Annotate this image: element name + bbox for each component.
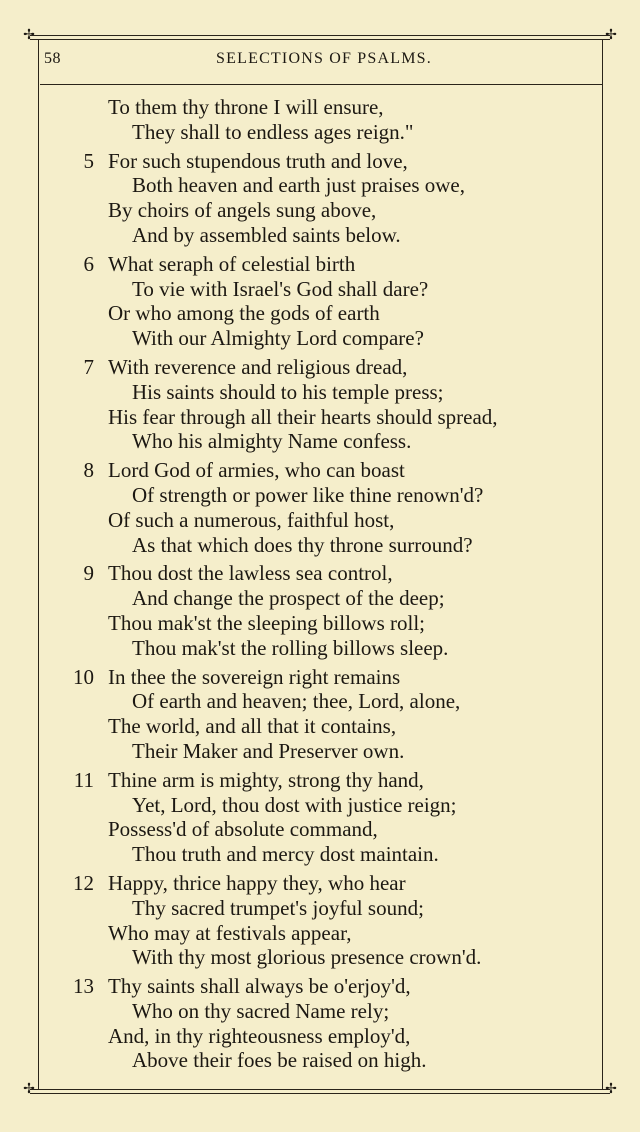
verse-line xyxy=(60,974,600,999)
stanza-number: 5 xyxy=(83,148,94,173)
stanza-number: 8 xyxy=(83,458,94,483)
verse-line xyxy=(60,586,600,611)
running-title: SELECTIONS OF PSALMS. xyxy=(216,50,432,67)
stanza-number: 13 xyxy=(73,974,94,999)
stanza xyxy=(60,561,600,660)
verse-line xyxy=(60,508,600,533)
verse-text: Thou mak'st the rolling billows sleep. xyxy=(132,635,449,660)
verse-text: And, in thy righteousness employ'd, xyxy=(108,1023,411,1048)
stanza-number: 11 xyxy=(73,767,94,792)
verse-text: His saints should to his temple press; xyxy=(132,379,444,404)
verse-text: Who may at festivals appear, xyxy=(108,920,352,945)
stanza-number: 9 xyxy=(83,561,94,586)
stanza xyxy=(60,355,600,454)
verse-text: Of earth and heaven; thee, Lord, alone, xyxy=(132,689,461,714)
verse-line xyxy=(60,611,600,636)
verse-line xyxy=(60,945,600,970)
verse-text: Who his almighty Name confess. xyxy=(132,429,412,454)
verse-line xyxy=(60,1024,600,1049)
verse-text: By choirs of angels sung above, xyxy=(108,198,377,223)
verse-text: What seraph of celestial birth xyxy=(108,251,356,276)
verse-text: Thou mak'st the sleeping billows roll; xyxy=(108,610,425,635)
verse-line xyxy=(60,458,600,483)
verse-line xyxy=(60,380,600,405)
bottom-border-rule xyxy=(30,1089,610,1094)
verse-text: For such stupendous truth and love, xyxy=(108,148,408,173)
verse-line xyxy=(60,223,600,248)
verse-line xyxy=(60,173,600,198)
verse-line xyxy=(60,817,600,842)
verse-text: Thine arm is mighty, strong thy hand, xyxy=(108,767,424,792)
verse-text: In thee the sovereign right remains xyxy=(108,664,401,689)
corner-ornament-icon: ✢ xyxy=(605,28,617,43)
verse-text: Above their foes be raised on high. xyxy=(132,1048,427,1073)
verse-line xyxy=(60,198,600,223)
verse-line xyxy=(60,896,600,921)
corner-ornament-icon: ✢ xyxy=(23,28,35,43)
verse-text: Thou truth and mercy dost maintain. xyxy=(132,842,439,867)
verse-line xyxy=(60,665,600,690)
stanza xyxy=(60,974,600,1073)
verse-text: Both heaven and earth just praises owe, xyxy=(132,173,465,198)
verse-line xyxy=(60,561,600,586)
verse-text: Who on thy sacred Name rely; xyxy=(132,998,390,1023)
verse-line xyxy=(60,483,600,508)
verse-text: Their Maker and Preserver own. xyxy=(132,738,405,763)
verse-text: With reverence and religious dread, xyxy=(108,354,408,379)
stanza xyxy=(60,871,600,970)
verse-line xyxy=(60,842,600,867)
stanza xyxy=(60,149,600,248)
verse-text: Yet, Lord, thou dost with justice reign; xyxy=(132,792,457,817)
verse-text: The world, and all that it contains, xyxy=(108,714,397,739)
verse-text: With our Almighty Lord compare? xyxy=(132,326,424,351)
verse-text: His fear through all their hearts should spread, xyxy=(108,404,498,429)
verse-text: To them thy throne I will ensure, xyxy=(108,95,384,119)
verse-line xyxy=(60,326,600,351)
verse-text: To vie with Israel's God shall dare? xyxy=(132,276,429,301)
verse-text: They shall to endless ages reign." xyxy=(132,119,414,144)
verse-line xyxy=(60,739,600,764)
psalm-text xyxy=(60,95,600,1077)
verse-text: And change the prospect of the deep; xyxy=(132,586,445,611)
verse-line xyxy=(60,793,600,818)
verse-line xyxy=(60,999,600,1024)
right-border-rule xyxy=(602,40,603,1090)
left-border-rule xyxy=(38,40,39,1090)
verse-text: Thou dost the lawless sea control, xyxy=(108,561,393,586)
verse-line xyxy=(60,405,600,430)
verse-line xyxy=(60,871,600,896)
stanza xyxy=(60,458,600,557)
verse-text: Of such a numerous, faithful host, xyxy=(108,507,395,532)
verse-text: Thy saints shall always be o'erjoy'd, xyxy=(108,974,411,999)
verse-line xyxy=(60,301,600,326)
verse-line xyxy=(60,533,600,558)
stanza xyxy=(60,768,600,867)
stanza-number: 12 xyxy=(73,870,94,895)
running-header xyxy=(44,50,604,74)
stanza xyxy=(60,95,600,145)
verse-line xyxy=(60,252,600,277)
stanza xyxy=(60,252,600,351)
verse-line xyxy=(60,714,600,739)
verse-line xyxy=(60,95,600,120)
verse-line xyxy=(60,689,600,714)
verse-line xyxy=(60,277,600,302)
verse-line xyxy=(60,429,600,454)
verse-text: Lord God of armies, who can boast xyxy=(108,458,405,483)
corner-ornament-icon: ✢ xyxy=(605,1082,617,1097)
verse-text: Of strength or power like thine renown'd? xyxy=(132,482,484,507)
top-border-rule xyxy=(30,35,610,40)
verse-line xyxy=(60,1048,600,1073)
stanza xyxy=(60,665,600,764)
verse-text: Happy, thrice happy they, who hear xyxy=(108,870,406,895)
header-underline-rule xyxy=(40,84,602,85)
verse-line xyxy=(60,636,600,661)
verse-text: Possess'd of absolute command, xyxy=(108,817,378,842)
verse-line xyxy=(60,120,600,145)
verse-line xyxy=(60,355,600,380)
verse-line xyxy=(60,768,600,793)
verse-text: Thy sacred trumpet's joyful sound; xyxy=(132,895,424,920)
verse-text: Or who among the gods of earth xyxy=(108,301,380,326)
verse-line xyxy=(60,149,600,174)
page-number: 58 xyxy=(44,50,61,67)
stanza-number: 6 xyxy=(83,251,94,276)
verse-text: With thy most glorious presence crown'd. xyxy=(132,945,482,970)
verse-text: As that which does thy throne surround? xyxy=(132,532,473,557)
verse-text: And by assembled saints below. xyxy=(132,222,401,247)
verse-line xyxy=(60,921,600,946)
stanza-number: 7 xyxy=(83,354,94,379)
corner-ornament-icon: ✢ xyxy=(23,1082,35,1097)
stanza-number: 10 xyxy=(73,664,94,689)
